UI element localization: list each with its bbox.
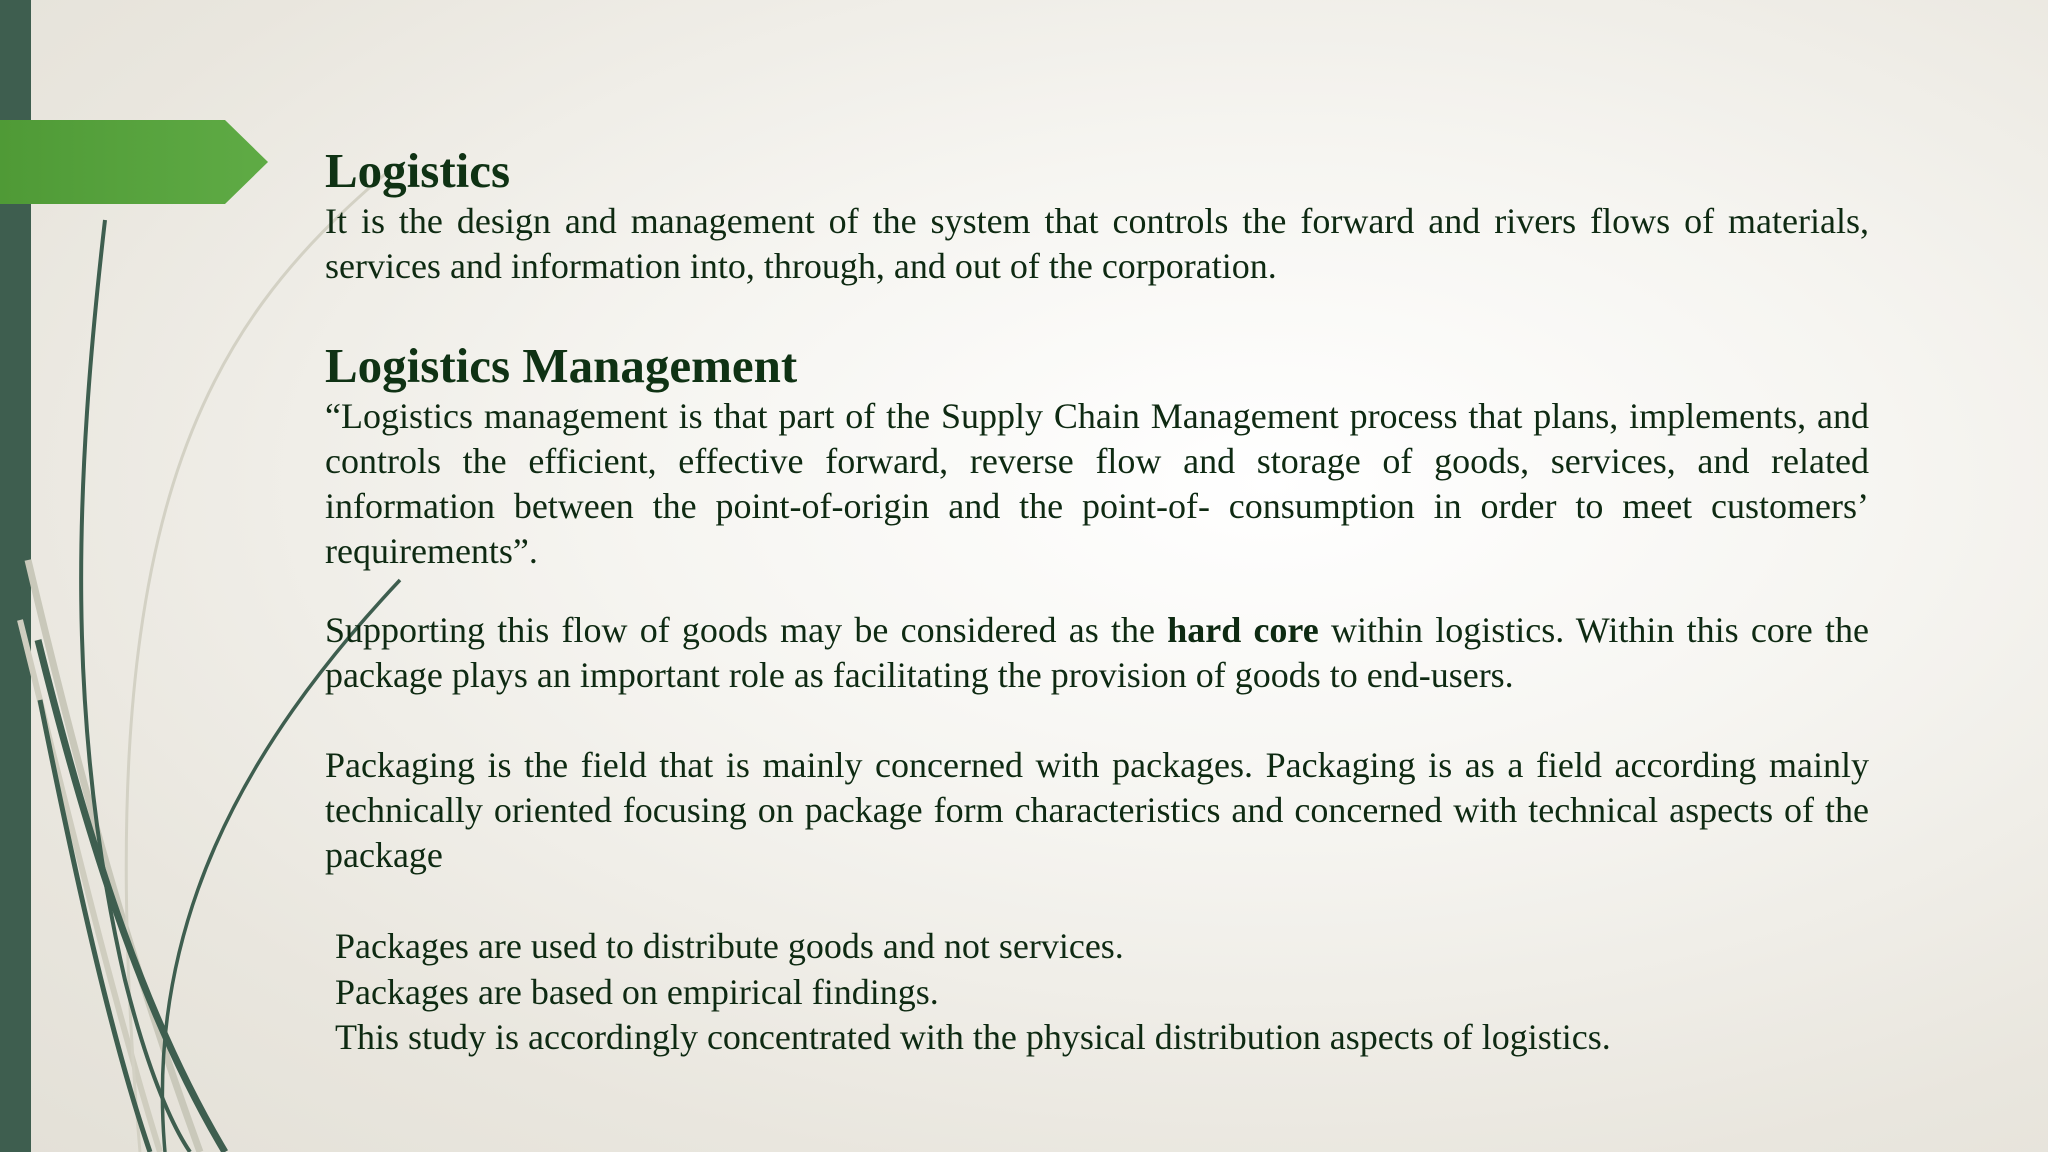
heading-logistics: Logistics (325, 143, 511, 198)
list-item: This study is accordingly concentrated with the physical distribution aspects of logistics. (335, 1017, 1611, 1057)
definition-logistics-management: “Logistics management is that part of the Supply Chain Management process that plans, implements, and controls the efficient, effective forward, reverse flow and storage of goods, services, and related information between the point-of-origin and the point-of- consumption in order to meet customers’ requirements”. (325, 396, 1869, 571)
list-item: Packages are based on empirical findings. (335, 971, 939, 1012)
packaging-text: Packaging is the field that is mainly concerned with packages. Packaging is as a field according mainly technically oriented focusing on package form characteristics and concerned with technical aspects of the package (325, 745, 1869, 875)
hard-core-text (325, 608, 1869, 698)
paragraph-packaging (325, 743, 1869, 878)
hard-core-after: within logistics. Within this core the package plays an important role as facilitating the provision of goods to end-users. (325, 610, 1869, 695)
list-item: Packages are used to distribute goods and not services. (335, 926, 1124, 966)
definition-logistics: It is the design and management of the system that controls the forward and rivers flows of materials, services and information into, through, and out of the corporation. (325, 201, 1869, 286)
paragraph-hard-core (325, 608, 1869, 698)
section-logistics-management (325, 338, 1869, 574)
green-arrow-banner (0, 120, 268, 204)
hard-core-before: Supporting this flow of goods may be considered as the (325, 610, 1168, 650)
heading-logistics-management: Logistics Management (325, 338, 798, 393)
section-logistics (325, 143, 1869, 289)
hard-core-bold: hard core (1167, 610, 1319, 650)
bullet-list (325, 924, 1869, 1061)
